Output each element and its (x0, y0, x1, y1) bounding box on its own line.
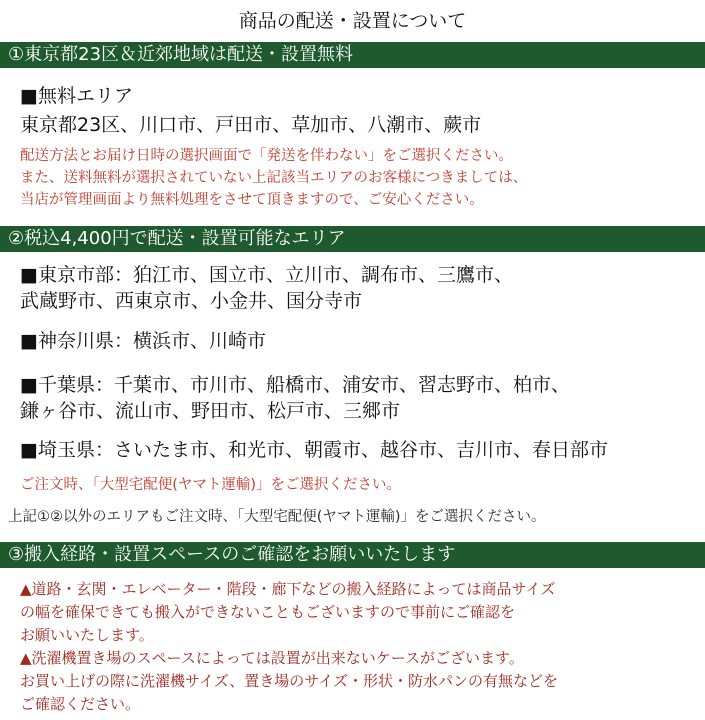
free-area-list: 東京都23区、川口市、戸田市、草加市、八潮市、蕨市 (20, 114, 482, 136)
section1-note-2: また、送料無料が選択されていない上記該当エリアのお客様につきましては、 (20, 170, 528, 186)
tokyo-area-line-1: ■東京市部：狛江市、国立市、立川市、調布市、三鷹市、 (20, 264, 513, 286)
section3-line-5: お買い上げの際に洗濯機サイズ、置き場のサイズ・形状・防水パンの有無などを (20, 672, 559, 690)
section1-note-3: 当店が管理画面より無料処理をさせて頂きますので、ご安心ください。 (20, 192, 484, 208)
saitama-area: ■埼玉県：さいたま市、和光市、朝霞市、越谷市、吉川市、春日部市 (20, 439, 608, 461)
chiba-area-line-1: ■千葉県：千葉市、市川市、船橋市、浦安市、習志野市、柏市、 (20, 374, 570, 396)
section1-heading: ①東京都23区＆近郊地域は配送・設置無料 (0, 42, 705, 68)
section3-heading: ③搬入経路・設置スペースのご確認をお願いいたします (0, 542, 705, 568)
other-area-note: 上記①②以外のエリアもご注文時、「大型宅配便(ヤマト運輸)」をご選択ください。 (8, 509, 546, 525)
section2-note: ご注文時、「大型宅配便(ヤマト運輸)」をご選択ください。 (20, 477, 402, 493)
section3-line-2: の幅を確保できても搬入ができないこともございますので事前にご確認を (20, 603, 516, 621)
section3-line-3: お願いいたします。 (20, 626, 154, 644)
section1-note-1: 配送方法とお届け日時の選択画面で「発送を伴わない」をご選択ください。 (20, 148, 513, 164)
chiba-area-line-2: 鎌ヶ谷市、流山市、野田市、松戸市、三郷市 (20, 400, 401, 422)
kanagawa-area: ■神奈川県：横浜市、川崎市 (20, 330, 266, 352)
section2-heading: ②税込4,400円で配送・設置可能なエリア (0, 226, 705, 252)
page-title: 商品の配送・設置について (238, 10, 467, 32)
section3-line-6: ご確認ください。 (20, 695, 141, 713)
section3-line-4: ▲洗濯機置き場のスペースによっては設置が出来ないケースがございます。 (20, 649, 524, 667)
tokyo-area-line-2: 武蔵野市、西東京市、小金井、国分寺市 (20, 290, 363, 312)
free-area-subheading: ■無料エリア (20, 85, 133, 107)
section3-line-1: ▲道路・玄関・エレベーター・階段・廊下などの搬入経路によっては商品サイズ (20, 580, 556, 598)
